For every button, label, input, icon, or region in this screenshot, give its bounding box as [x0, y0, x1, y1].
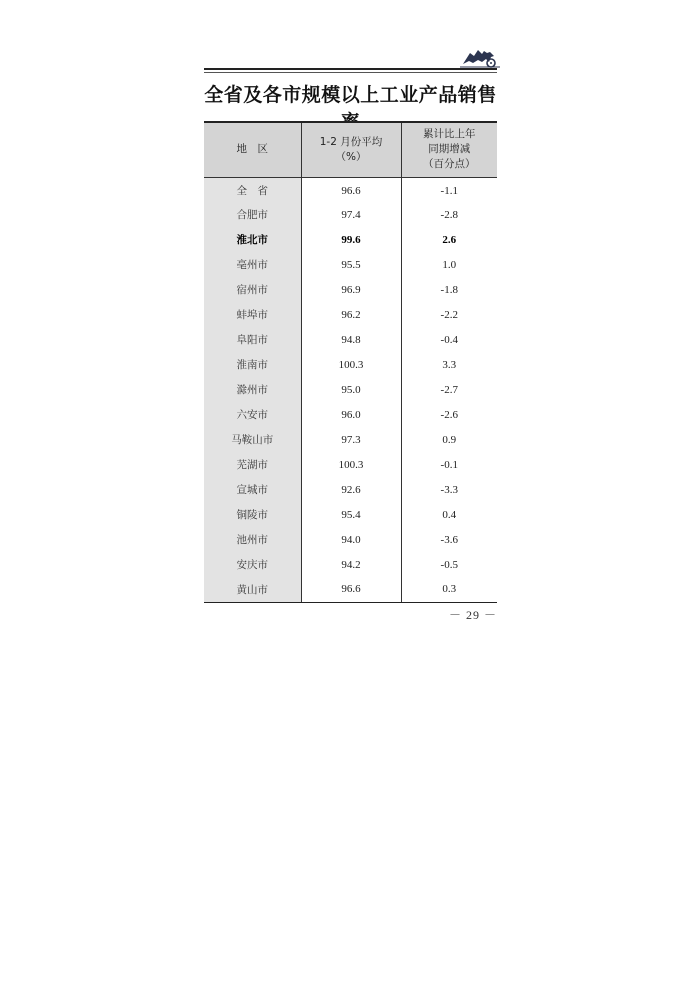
region-cell: 淮北市 — [204, 227, 301, 252]
average-cell: 100.3 — [301, 352, 401, 377]
page-title: 全省及各市规模以上工业产品销售 — [204, 84, 497, 106]
header-average-line1: 1-2 月份平均 — [319, 135, 383, 148]
region-cell: 芜湖市 — [204, 452, 301, 477]
change-cell: 3.3 — [442, 358, 457, 371]
average-cell: 94.8 — [301, 327, 401, 352]
table-row — [204, 402, 497, 427]
region-cell: 全 省 — [204, 177, 301, 202]
header-average-line2: （%） — [335, 150, 367, 163]
table-row — [204, 377, 497, 402]
horse-chariot-logo-icon — [460, 44, 500, 68]
region-cell: 六安市 — [204, 402, 301, 427]
page-number: － 29 － — [448, 608, 497, 622]
change-cell: -3.3 — [440, 483, 458, 496]
change-cell: -0.5 — [440, 558, 458, 571]
change-cell: -0.1 — [440, 458, 458, 471]
region-cell: 蚌埠市 — [204, 302, 301, 327]
table-row — [204, 227, 497, 252]
average-cell: 96.2 — [301, 302, 401, 327]
header-rule — [204, 68, 497, 70]
average-cell: 96.6 — [301, 577, 401, 602]
table-row — [204, 252, 497, 277]
table-row — [204, 527, 497, 552]
change-cell: 0.9 — [442, 433, 457, 446]
table-row — [204, 552, 497, 577]
change-cell: 0.4 — [442, 508, 457, 521]
table-row — [204, 302, 497, 327]
change-cell: -1.1 — [440, 184, 458, 197]
table-row — [204, 577, 497, 602]
header-region — [204, 122, 301, 177]
region-cell: 淮南市 — [204, 352, 301, 377]
region-cell: 宣城市 — [204, 477, 301, 502]
region-cell: 安庆市 — [204, 552, 301, 577]
average-cell: 94.2 — [301, 552, 401, 577]
table-row — [204, 452, 497, 477]
change-cell: 2.6 — [442, 233, 457, 246]
table-row — [204, 502, 497, 527]
change-cell: -2.2 — [440, 308, 458, 321]
region-cell: 马鞍山市 — [204, 427, 301, 452]
region-cell: 池州市 — [204, 527, 301, 552]
table-row — [204, 352, 497, 377]
region-cell: 滁州市 — [204, 377, 301, 402]
region-cell: 合肥市 — [204, 202, 301, 227]
region-cell: 铜陵市 — [204, 502, 301, 527]
region-cell: 宿州市 — [204, 277, 301, 302]
change-cell: -2.6 — [440, 408, 458, 421]
table-row — [204, 277, 497, 302]
header-region-label: 地 区 — [236, 143, 268, 156]
change-cell: -1.8 — [440, 283, 458, 296]
change-cell: -2.7 — [440, 383, 458, 396]
change-cell: 1.0 — [442, 258, 457, 271]
average-cell: 95.5 — [301, 252, 401, 277]
average-cell: 96.9 — [301, 277, 401, 302]
average-cell: 97.3 — [301, 427, 401, 452]
average-cell: 96.0 — [301, 402, 401, 427]
header-change-line2: 同期增减 — [428, 143, 471, 156]
header-rule-thin — [204, 72, 497, 73]
region-cell: 阜阳市 — [204, 327, 301, 352]
table-row — [204, 327, 497, 352]
change-cell: -0.4 — [440, 333, 458, 346]
table-body — [204, 177, 497, 602]
change-cell: -3.6 — [440, 533, 458, 546]
change-cell: 0.3 — [401, 577, 497, 602]
table-row — [204, 177, 497, 202]
header-change-line1: 累计比上年 — [423, 128, 476, 141]
header-yoy-change — [401, 122, 497, 177]
sales-rate-table — [204, 121, 497, 603]
table-row — [204, 477, 497, 502]
table-header-row — [204, 122, 497, 177]
region-cell: 黄山市 — [204, 577, 301, 602]
header-change-line3: （百分点） — [423, 158, 476, 171]
change-cell: -2.8 — [440, 208, 458, 221]
average-cell: 95.4 — [301, 502, 401, 527]
sales-rate-table-container — [204, 121, 497, 603]
average-cell: 99.6 — [301, 227, 401, 252]
average-cell: 95.0 — [301, 377, 401, 402]
region-cell: 亳州市 — [204, 252, 301, 277]
average-cell: 100.3 — [301, 452, 401, 477]
table-row — [204, 202, 497, 227]
average-cell: 96.6 — [301, 177, 401, 202]
header-monthly-average — [301, 122, 401, 177]
table-row — [204, 427, 497, 452]
average-cell: 94.0 — [301, 527, 401, 552]
average-cell: 97.4 — [301, 202, 401, 227]
average-cell: 92.6 — [301, 477, 401, 502]
